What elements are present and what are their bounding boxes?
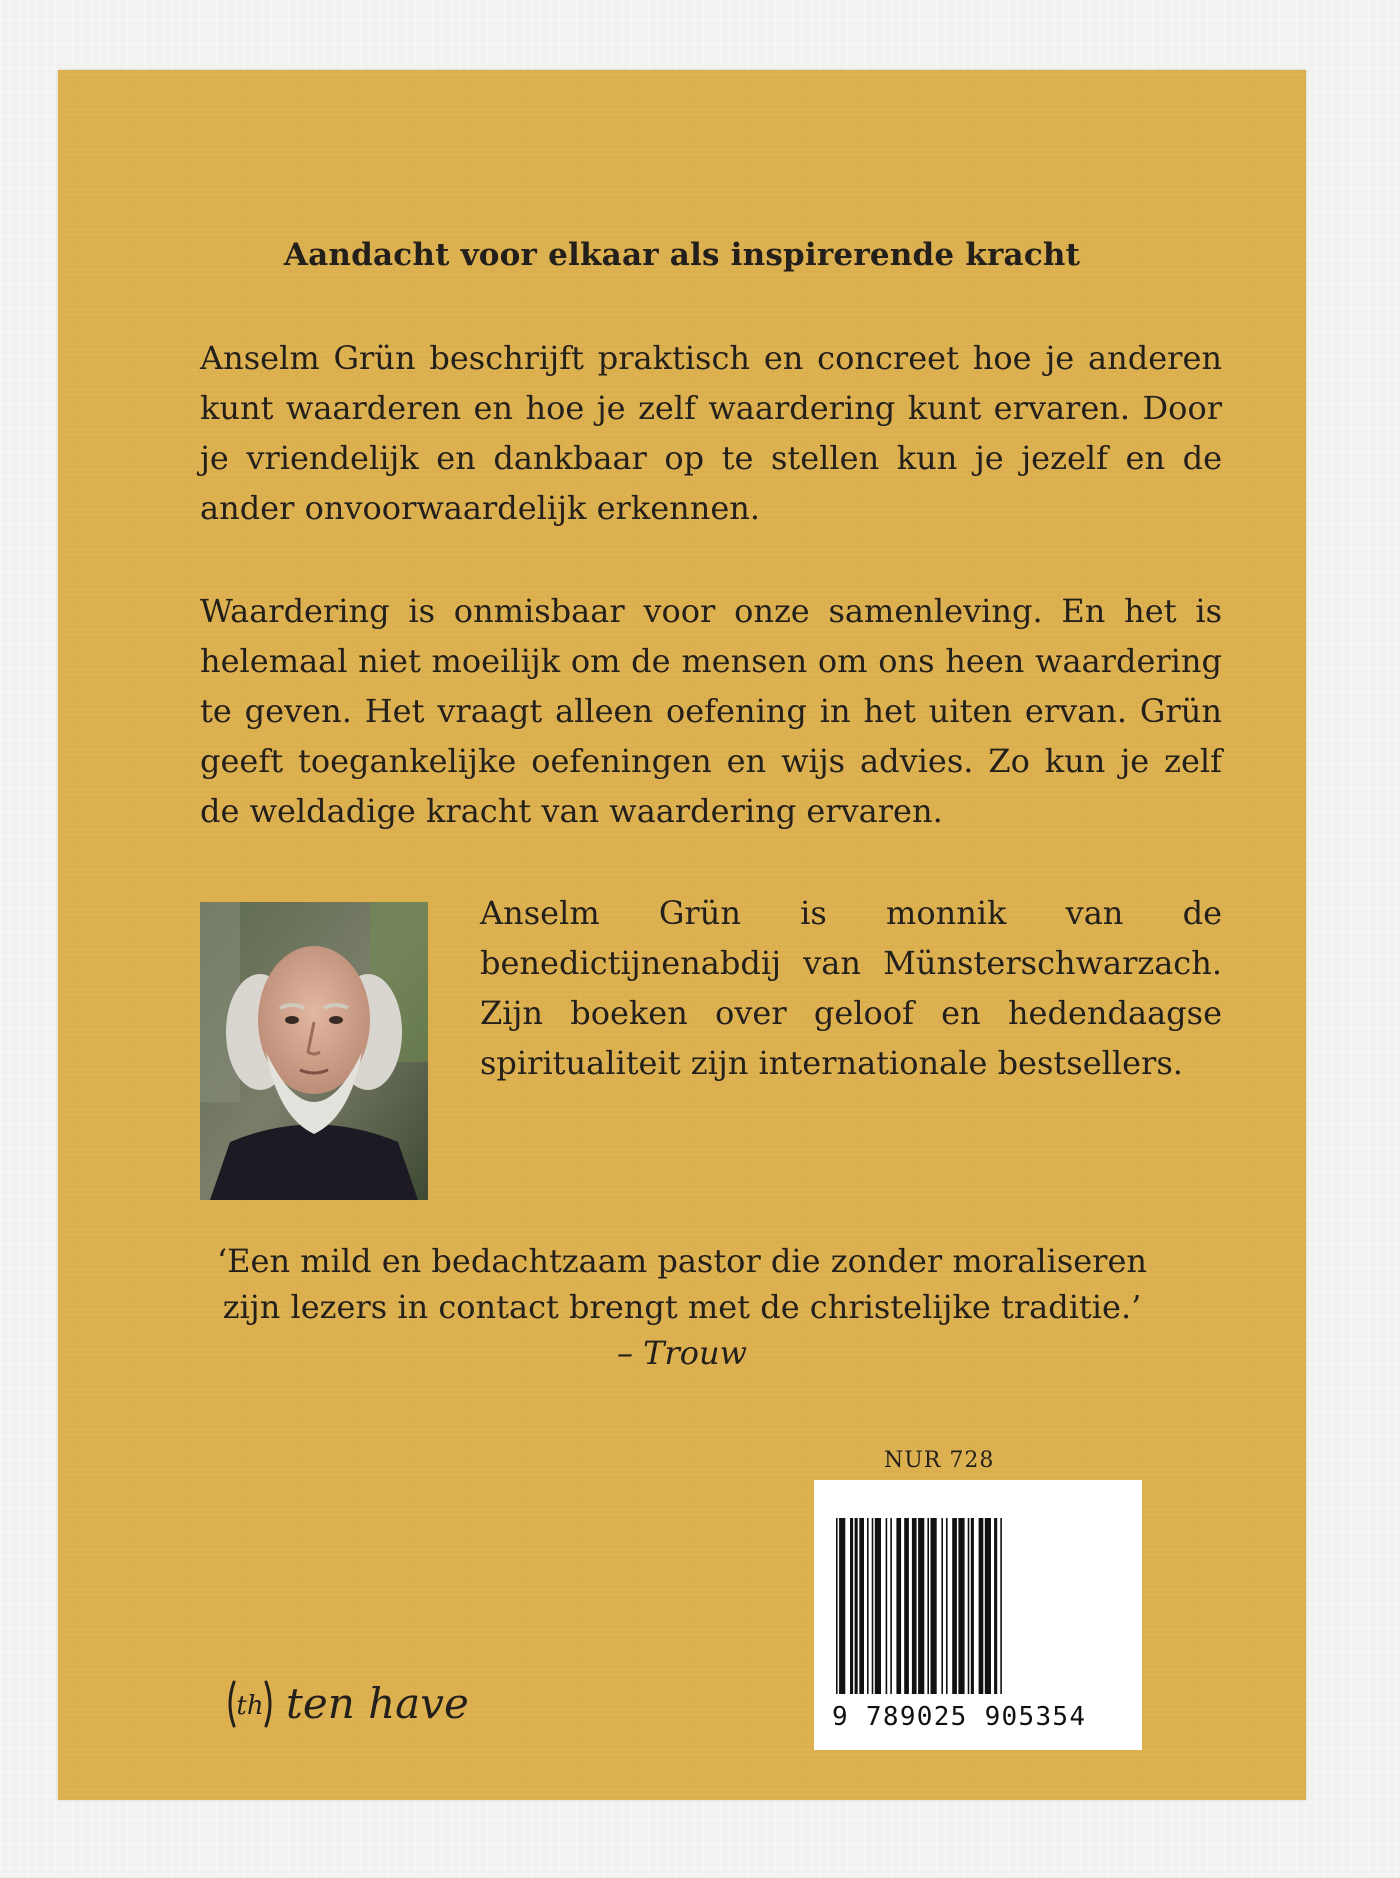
th-monogram-icon	[222, 1676, 278, 1732]
author-photo	[200, 902, 428, 1200]
author-portrait-icon	[200, 902, 428, 1200]
barcode-bar	[1000, 1518, 1002, 1694]
barcode-bars	[834, 1518, 1124, 1708]
cover-headline: Aandacht voor elkaar als inspirerende kracht	[283, 237, 1081, 273]
barcode-bar	[927, 1518, 929, 1694]
barcode-bar	[946, 1518, 948, 1694]
description-paragraph-2: Waardering is onmisbaar voor onze samenleving. En het is helemaal niet moeilijk om de mensen om ons heen waardering te geven. Het vraagt alleen oefening in het uiten ervan. Grün geeft toegankelijke oefeningen en wijs advies. Zo kun je zelf de weldadige kracht van waardering ervaren.	[200, 592, 1222, 830]
barcode-bar	[952, 1518, 957, 1694]
barcode-bar	[850, 1518, 853, 1694]
nur-code: NUR 728	[884, 1448, 995, 1473]
publisher-name: ten have	[286, 1679, 469, 1728]
book-back-cover	[58, 70, 1306, 1800]
review-quote	[158, 1238, 1206, 1376]
description-paragraph-1: Anselm Grün beschrijft praktisch en concreet hoe je anderen kunt waarderen en hoe je zelf waardering kunt ervaren. Door je vriendelijk en dankbaar op te stellen kun je jezelf en de ander onvoorwaardelijk erkennen.	[200, 339, 1222, 527]
quote-line-1: ‘Een mild en bedachtzaam pastor die zonder moraliseren	[216, 1242, 1148, 1280]
barcode-bar	[872, 1518, 874, 1694]
barcode-bar	[912, 1518, 917, 1694]
barcode-bar	[958, 1518, 964, 1694]
barcode-bar	[941, 1518, 943, 1694]
quote-line-2: zijn lezers in contact brengt met de christelijke traditie.’	[222, 1288, 1142, 1326]
barcode	[814, 1480, 1142, 1750]
isbn-number: 9 789025 905354	[832, 1702, 1087, 1732]
barcode-bar	[890, 1518, 892, 1694]
barcode-bar	[904, 1518, 909, 1694]
barcode-bar	[931, 1518, 937, 1694]
barcode-bar	[836, 1518, 838, 1694]
barcode-bar	[994, 1518, 997, 1694]
barcode-bar	[859, 1518, 864, 1694]
barcode-bar	[896, 1518, 901, 1694]
barcode-bar	[985, 1518, 991, 1694]
barcode-bar	[979, 1518, 984, 1694]
th-monogram-text: th	[236, 1691, 264, 1721]
barcode-bar	[875, 1518, 881, 1694]
barcode-bar	[839, 1518, 845, 1694]
barcode-bar	[855, 1518, 858, 1694]
barcode-bar	[867, 1518, 869, 1694]
quote-source: – Trouw	[616, 1334, 748, 1372]
barcode-bar	[968, 1518, 970, 1694]
publisher-logo	[222, 1676, 469, 1732]
barcode-bar	[886, 1518, 888, 1694]
author-bio: Anselm Grün is monnik van de benedictijnenabdij van Münsterschwarzach. Zijn boeken over geloof en hedendaagse spiritualiteit zijn internationale bestsellers.	[480, 894, 1222, 1082]
barcode-bar	[918, 1518, 924, 1694]
barcode-bar	[971, 1518, 974, 1694]
